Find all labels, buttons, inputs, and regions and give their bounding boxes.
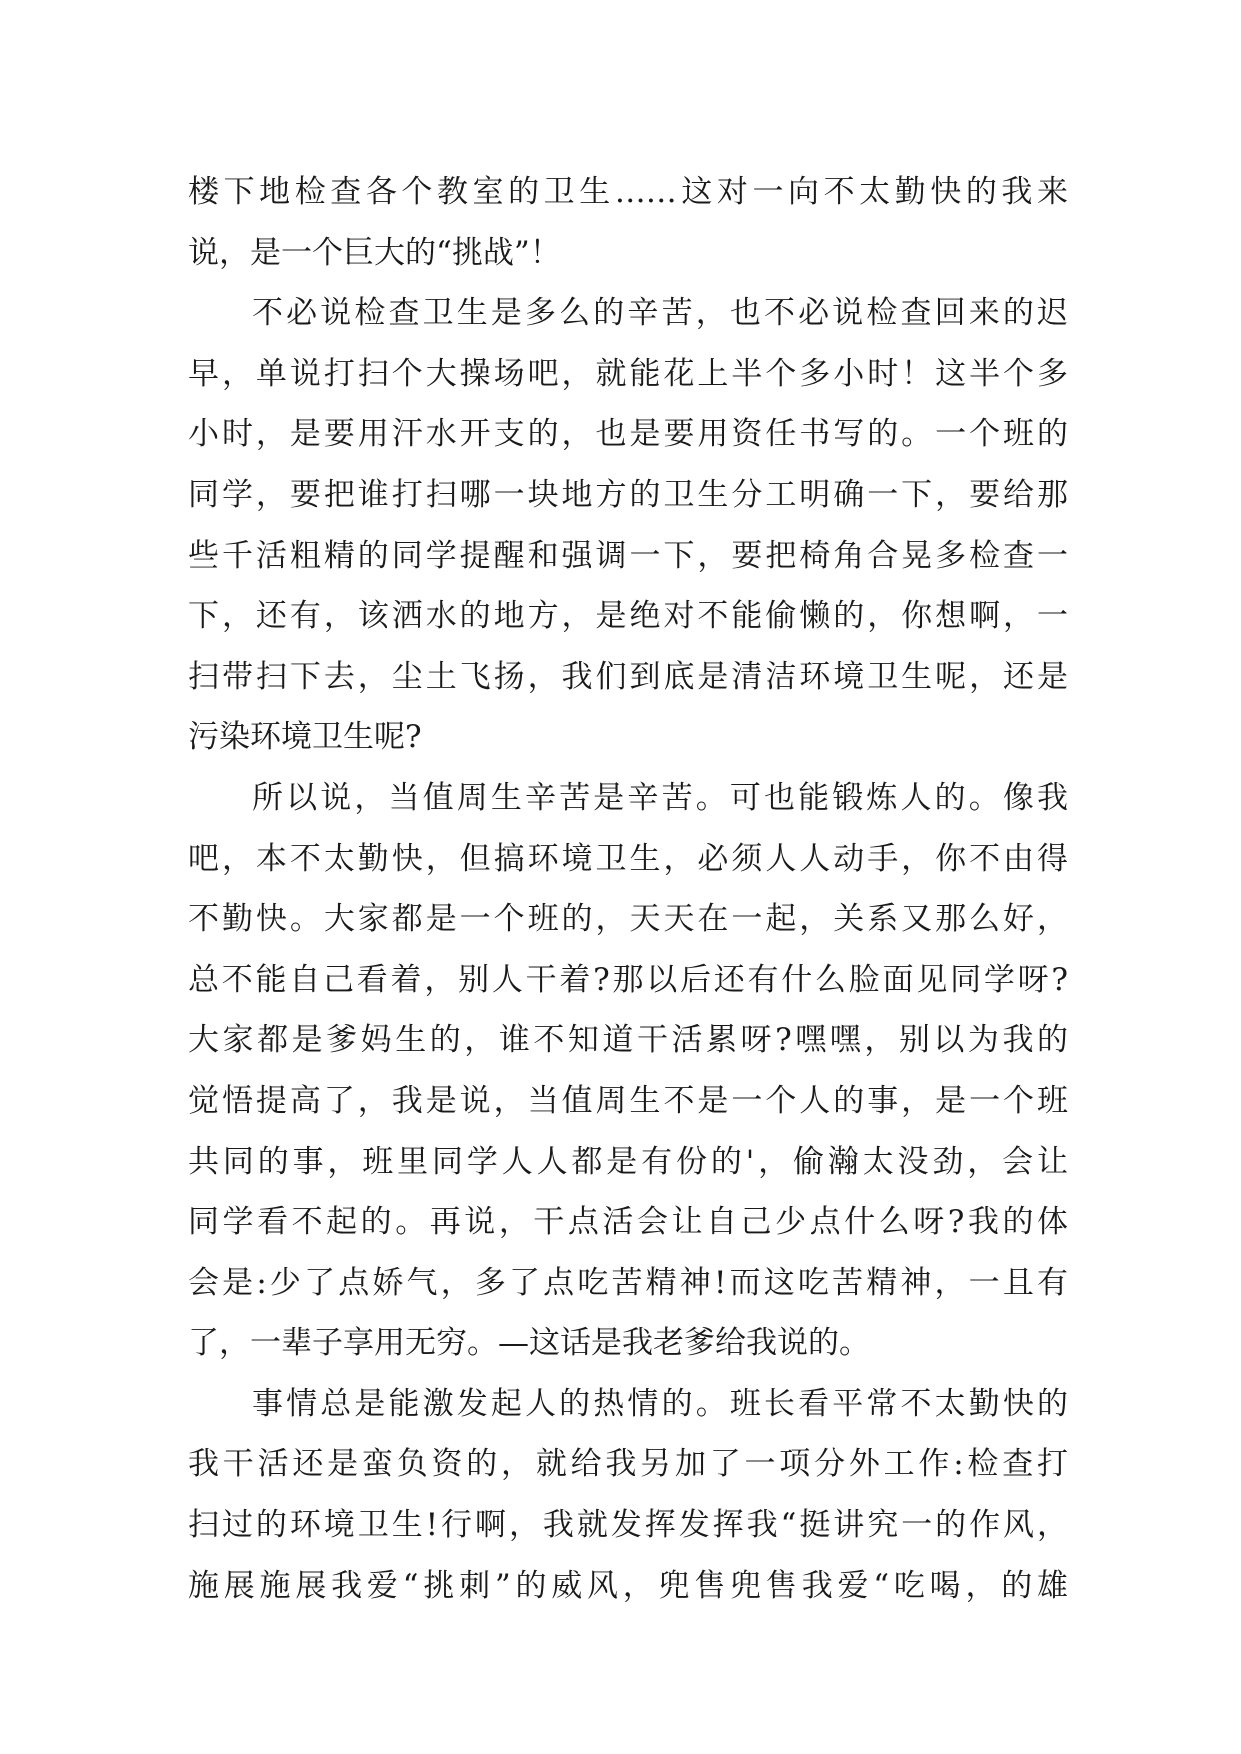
paragraph-first-line: 不必说检查卫生是多么的辛苦，也不必说检查回来的迟 [252, 295, 1068, 332]
text-line: 早，单说打扫个大操场吧，就能花上半个多小时！这半个多 [188, 355, 1068, 392]
text-line: 些千活粗精的同学提醒和强调一下，要把椅角合晃多检查一 [188, 537, 1068, 574]
text-line: 施展施展我爱“挑刺”的威风，兜售兜售我爱“吃喝，的雄 [188, 1567, 1068, 1604]
text-line: 同学看不起的。再说，干点活会让自己少点什么呀?我的体 [188, 1204, 1068, 1241]
text-line: 污染环境卫生呢? [188, 719, 422, 756]
text-line: 下，还有，该洒水的地方，是绝对不能偷懒的，你想啊，一 [188, 598, 1068, 635]
text-line: 小时，是要用汗水开支的，也是要用资任书写的。一个班的 [188, 416, 1068, 453]
text-line: 楼下地检查各个教室的卫生……这对一向不太勤快的我来 [188, 174, 1068, 210]
text-line: 总不能自己看着，别人干着?那以后还有什么脸面见同学呀? [188, 961, 1068, 998]
text-line: 吧，本不太勤快，但搞环境卫生，必须人人动手，你不由得 [188, 840, 1068, 877]
text-line: 我干活还是蛮负资的，就给我另加了一项分外工作:检查打 [188, 1446, 1068, 1483]
text-line: 觉悟提高了，我是说，当值周生不是一个人的事，是一个班 [188, 1082, 1068, 1119]
body-text [188, 162, 1068, 1616]
paragraph-first-line: 所以说，当值周生辛苦是辛苦。可也能锻炼人的。像我 [252, 779, 1068, 816]
text-line: 会是:少了点娇气，多了点吃苦精神!而这吃苦精神，一且有 [188, 1264, 1068, 1301]
text-line: 扫带扫下去，尘土飞扬，我们到底是清洁环境卫生呢，还是 [188, 658, 1068, 695]
paragraph-first-line: 事情总是能激发起人的热情的。班长看平常不太勤快的 [252, 1385, 1068, 1422]
text-line: 同学，要把谁打扫哪一块地方的卫生分工明确一下，要给那 [188, 476, 1068, 513]
text-line: 不勤快。大家都是一个班的，天天在一起，关系又那么好， [188, 901, 1068, 938]
text-line: 共同的事，班里同学人人都是有份的'，偷瀚太没劲，会让 [188, 1143, 1068, 1180]
text-line: 扫过的环境卫生!行啊，我就发挥发挥我“挺讲究一的作风， [188, 1507, 1068, 1544]
text-line: 大家都是爹妈生的，谁不知道干活累呀?嘿嘿，别以为我的 [188, 1022, 1068, 1059]
text-line: 说，是一个巨大的“挑战”！ [188, 234, 561, 271]
text-line: 了，一辈子享用无穷。—这话是我老爹给我说的。 [188, 1325, 870, 1362]
